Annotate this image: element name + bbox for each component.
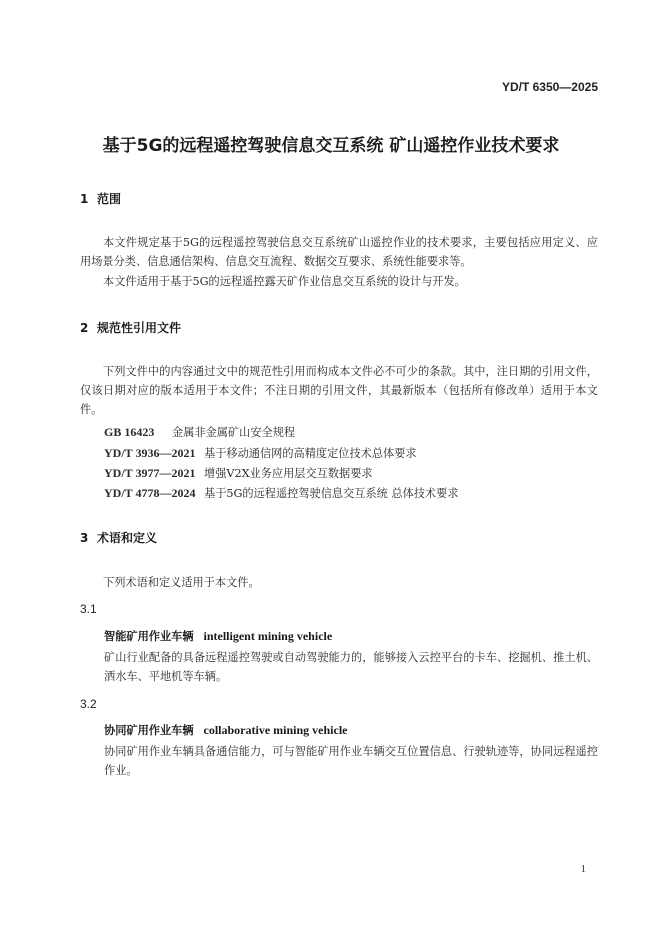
reference-title: 金属非金属矿山安全规程 bbox=[172, 426, 296, 439]
section-2-heading bbox=[80, 319, 181, 336]
section-2-number: 2 bbox=[80, 321, 89, 335]
term-definition: 矿山行业配备的具备远程遥控驾驶或自动驾驶能力的，能够接入云控平台的卡车、挖掘机、推土机、洒水车、平地机等车辆。 bbox=[104, 651, 598, 683]
section-1-number: 1 bbox=[80, 192, 89, 206]
reference-title: 增强V2X业务应用层交互数据要求 bbox=[204, 467, 373, 480]
reference-code: GB 16423 bbox=[104, 425, 155, 439]
reference-title: 基于5G的远程遥控驾驶信息交互系统 总体技术要求 bbox=[204, 487, 459, 500]
reference-item bbox=[104, 485, 459, 501]
reference-title: 基于移动通信网的高精度定位技术总体要求 bbox=[204, 447, 417, 460]
term-name-en: intelligent mining vehicle bbox=[203, 629, 333, 643]
reference-item bbox=[104, 445, 417, 461]
term-number: 3.2 bbox=[80, 697, 97, 711]
section-3-title: 术语和定义 bbox=[97, 531, 158, 545]
section-2-title: 规范性引用文件 bbox=[97, 321, 182, 335]
references-intro: 下列文件中的内容通过文中的规范性引用而构成本文件必不可少的条款。其中，注日期的引用文件，仅该日期对应的版本适用于本文件；不注日期的引用文件，其最新版本（包括所有修改单）适用于本文件。 bbox=[80, 365, 598, 416]
terms-intro: 下列术语和定义适用于本文件。 bbox=[103, 576, 260, 589]
page-number: 1 bbox=[580, 863, 586, 875]
reference-code: YD/T 3936—2021 bbox=[104, 446, 196, 460]
term-number: 3.1 bbox=[80, 602, 97, 616]
section-3-number: 3 bbox=[80, 531, 89, 545]
reference-code: YD/T 4778—2024 bbox=[104, 486, 196, 500]
term-definition: 协同矿用作业车辆具备通信能力，可与智能矿用作业车辆交互位置信息、行驶轨迹等，协同远程遥控作业。 bbox=[104, 745, 598, 777]
reference-item bbox=[104, 465, 373, 481]
document-title: 基于5G的远程遥控驾驶信息交互系统 矿山遥控作业技术要求 bbox=[102, 136, 560, 156]
reference-code: YD/T 3977—2021 bbox=[104, 466, 196, 480]
section-1-heading bbox=[80, 190, 121, 207]
reference-item bbox=[104, 424, 295, 440]
scope-paragraph-2: 本文件适用于基于5G的远程遥控露天矿作业信息交互系统的设计与开发。 bbox=[103, 275, 466, 288]
term-heading bbox=[104, 722, 348, 738]
scope-paragraph-1: 本文件规定基于5G的远程遥控驾驶信息交互系统矿山遥控作业的技术要求，主要包括应用定义、应用场景分类、信息通信架构、信息交互流程、数据交互要求、系统性能要求等。 bbox=[80, 236, 598, 268]
section-1-title: 范围 bbox=[97, 192, 122, 206]
term-name-zh: 智能矿用作业车辆 bbox=[104, 630, 194, 643]
term-heading bbox=[104, 628, 332, 644]
term-name-zh: 协同矿用作业车辆 bbox=[104, 724, 194, 737]
term-name-en: collaborative mining vehicle bbox=[203, 723, 348, 737]
standard-number: YD/T 6350—2025 bbox=[501, 80, 598, 94]
section-3-heading bbox=[80, 529, 157, 546]
